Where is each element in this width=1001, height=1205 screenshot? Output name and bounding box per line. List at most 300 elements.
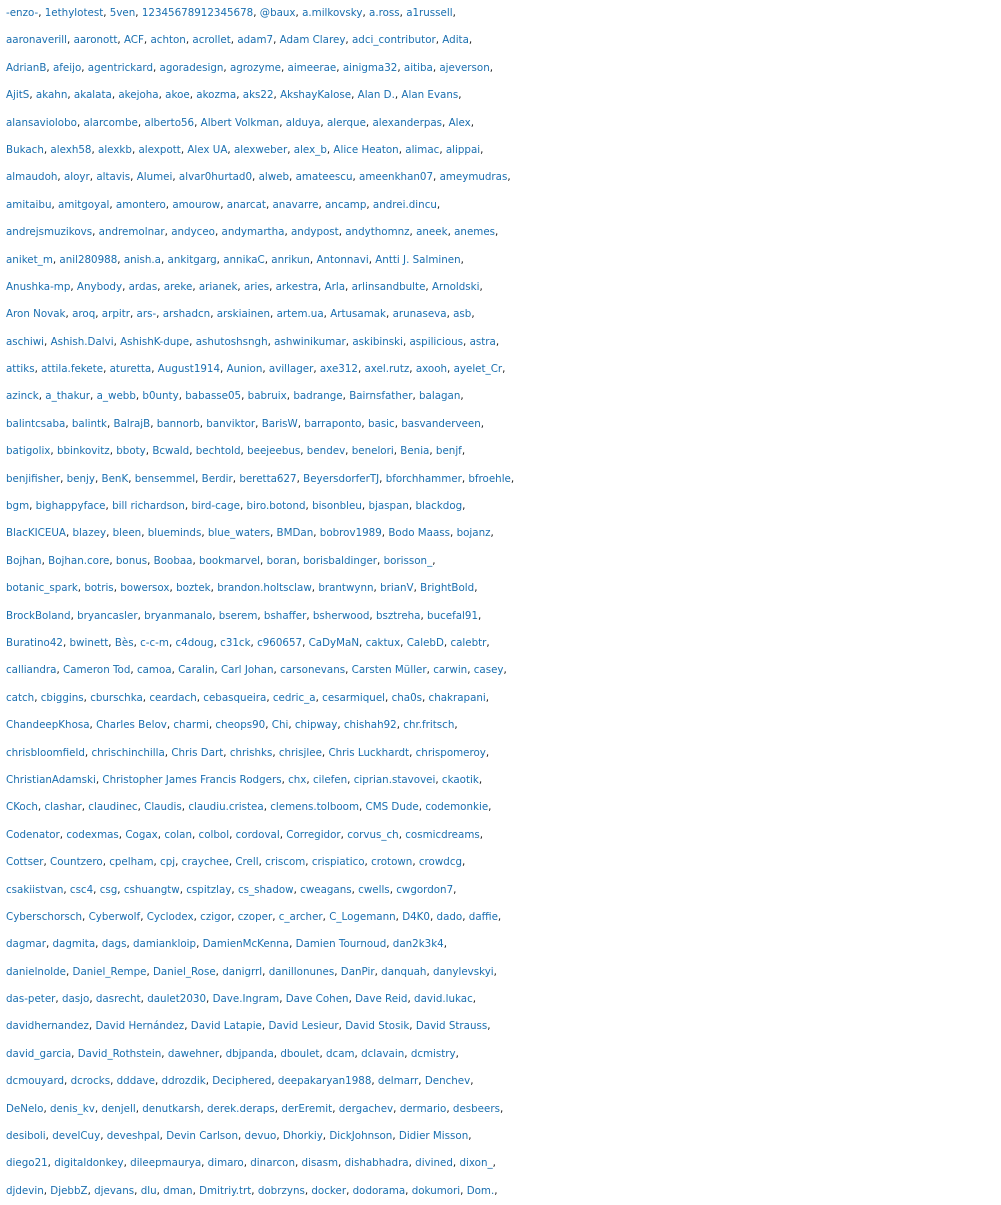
contributor-link[interactable]: dimaro (207, 1157, 244, 1170)
contributor-link[interactable]: dcmistry (410, 1047, 456, 1060)
contributor-link[interactable]: ChandeepKhosa (6, 719, 90, 732)
contributor-link[interactable]: codemonkie (425, 801, 489, 814)
contributor-link[interactable]: brantwynn (318, 582, 374, 595)
contributor-link[interactable]: cordoval (235, 828, 280, 841)
contributor-link[interactable]: David_Rothstein (77, 1047, 162, 1060)
contributor-link[interactable]: disasm (301, 1157, 339, 1170)
contributor-link[interactable]: dcrocks (70, 1075, 111, 1088)
contributor-link[interactable]: bjaspan (368, 500, 409, 513)
contributor-link[interactable]: denjell (101, 1102, 136, 1115)
contributor-link[interactable]: axe312 (319, 363, 358, 376)
contributor-link[interactable]: ameymudras (439, 171, 508, 184)
contributor-link[interactable]: a_thakur (45, 390, 91, 403)
contributor-link[interactable]: Dhorkiy (282, 1130, 323, 1143)
contributor-link[interactable]: alexanderpas (372, 116, 443, 129)
contributor-link[interactable]: boztek (176, 582, 211, 595)
contributor-link[interactable]: Antti J. Salminen (375, 253, 461, 266)
contributor-link[interactable]: axooh (415, 363, 448, 376)
contributor-link[interactable]: dlu (140, 1184, 157, 1197)
contributor-link[interactable]: carwin (433, 664, 468, 677)
contributor-link[interactable]: Bodo Maass (388, 527, 451, 540)
contributor-link[interactable]: a1russell (406, 7, 453, 19)
contributor-link[interactable]: Arla (324, 280, 346, 293)
contributor-link[interactable]: develCuy (52, 1130, 101, 1143)
contributor-link[interactable]: alweb (258, 171, 290, 184)
contributor-link[interactable]: arshadcn (162, 308, 211, 321)
contributor-link[interactable]: csakiistvan (6, 883, 64, 896)
contributor-link[interactable]: Alex UA (187, 143, 228, 156)
contributor-link[interactable]: bendev (306, 445, 346, 458)
contributor-link[interactable]: dawehner (167, 1047, 220, 1060)
contributor-link[interactable]: Anybody (76, 280, 123, 293)
contributor-link[interactable]: benjy (66, 472, 95, 485)
contributor-link[interactable]: Cyberschorsch (6, 910, 83, 923)
contributor-link[interactable]: c31ck (220, 636, 251, 649)
contributor-link[interactable]: Alex (448, 116, 471, 129)
contributor-link[interactable]: ainigma32 (342, 61, 398, 74)
contributor-link[interactable]: david.lukac (414, 993, 473, 1006)
contributor-link[interactable]: Bairnsfather (349, 390, 413, 403)
contributor-link[interactable]: August1914 (157, 363, 221, 376)
contributor-link[interactable]: chishah92 (343, 719, 397, 732)
contributor-link[interactable]: ddrozdik (161, 1075, 206, 1088)
contributor-link[interactable]: AkshayKalose (280, 89, 352, 102)
contributor-link[interactable]: alerque (326, 116, 366, 129)
contributor-link[interactable]: akejoha (118, 89, 159, 102)
contributor-link[interactable]: C_Logemann (329, 910, 396, 923)
contributor-link[interactable]: danielnolde (6, 965, 66, 978)
contributor-link[interactable]: beretta627 (239, 472, 297, 485)
contributor-link[interactable]: cburschka (90, 691, 143, 704)
contributor-link[interactable]: cebasqueira (203, 691, 267, 704)
contributor-link[interactable]: dado (436, 910, 463, 923)
contributor-link[interactable]: Dave.Ingram (212, 993, 280, 1006)
contributor-link[interactable]: Didier Misson (398, 1130, 469, 1143)
contributor-link[interactable]: ars- (136, 308, 157, 321)
contributor-link[interactable]: czoper (237, 910, 273, 923)
contributor-link[interactable]: 1ethylotest (44, 7, 104, 19)
contributor-link[interactable]: aks22 (242, 89, 274, 102)
contributor-link[interactable]: BarisW (261, 417, 298, 430)
contributor-link[interactable]: badrange (293, 390, 343, 403)
contributor-link[interactable]: blueminds (147, 527, 202, 540)
contributor-link[interactable]: danigrrl (222, 965, 263, 978)
contributor-link[interactable]: balintk (71, 417, 107, 430)
contributor-link[interactable]: dileepmaurya (130, 1157, 202, 1170)
contributor-link[interactable]: andrejsmuzikovs (6, 226, 93, 239)
contributor-link[interactable]: balagan (418, 390, 461, 403)
contributor-link[interactable]: DanPir (340, 965, 375, 978)
contributor-link[interactable]: camoa (136, 664, 172, 677)
contributor-link[interactable]: cs_shadow (237, 883, 294, 896)
contributor-link[interactable]: akoe (165, 89, 190, 102)
contributor-link[interactable]: DickJohnson (329, 1130, 393, 1143)
contributor-link[interactable]: cshuangtw (123, 883, 180, 896)
contributor-link[interactable]: babasse05 (185, 390, 242, 403)
contributor-link[interactable]: caktux (365, 636, 401, 649)
contributor-link[interactable]: Dave Reid (355, 993, 408, 1006)
contributor-link[interactable]: claudinec (88, 801, 138, 814)
contributor-link[interactable]: Cyclodex (146, 910, 194, 923)
contributor-link[interactable]: arpitr (101, 308, 130, 321)
contributor-link[interactable]: Crell (235, 856, 259, 869)
contributor-link[interactable]: anrikun (271, 253, 310, 266)
contributor-link[interactable]: Caralin (178, 664, 215, 677)
contributor-link[interactable]: dodorama (352, 1184, 406, 1197)
contributor-link[interactable]: Bès (114, 636, 134, 649)
contributor-link[interactable]: bisonbleu (312, 500, 362, 513)
contributor-link[interactable]: David Strauss (415, 1020, 488, 1033)
contributor-link[interactable]: dddave (116, 1075, 155, 1088)
contributor-link[interactable]: dags (101, 938, 127, 951)
contributor-link[interactable]: Chris Luckhardt (328, 746, 410, 759)
contributor-link[interactable]: daffie (468, 910, 498, 923)
contributor-link[interactable]: alex_b (293, 143, 327, 156)
contributor-link[interactable]: andyceo (171, 226, 215, 239)
contributor-link[interactable]: amontero (115, 198, 166, 211)
contributor-link[interactable]: DamienMcKenna (202, 938, 290, 951)
contributor-link[interactable]: colan (164, 828, 192, 841)
contributor-link[interactable]: dboulet (280, 1047, 320, 1060)
contributor-link[interactable]: Bojhan.core (48, 554, 110, 567)
contributor-link[interactable]: ayelet_Cr (453, 363, 503, 376)
contributor-link[interactable]: Corregidor (286, 828, 341, 841)
contributor-link[interactable]: AshishK-dupe (120, 335, 190, 348)
contributor-link[interactable]: dcam (326, 1047, 355, 1060)
contributor-link[interactable]: Deciphered (212, 1075, 272, 1088)
contributor-link[interactable]: damiankloip (132, 938, 197, 951)
contributor-link[interactable]: Daniel_Rose (153, 965, 216, 978)
contributor-link[interactable]: ciprian.stavovei (353, 773, 436, 786)
contributor-link[interactable]: bgm (6, 500, 30, 513)
contributor-link[interactable]: BlacKICEUA (6, 527, 66, 540)
contributor-link[interactable]: akozma (196, 89, 237, 102)
contributor-link[interactable]: artem.ua (276, 308, 324, 321)
contributor-link[interactable]: alippai (445, 143, 481, 156)
contributor-link[interactable]: agoradesign (159, 61, 224, 74)
contributor-link[interactable]: areke (163, 280, 193, 293)
contributor-link[interactable]: codexmas (66, 828, 119, 841)
contributor-link[interactable]: Devin Carlson (166, 1130, 238, 1143)
contributor-link[interactable]: akahn (35, 89, 68, 102)
contributor-link[interactable]: 12345678912345678 (141, 7, 254, 19)
contributor-link[interactable]: ceardach (149, 691, 197, 704)
contributor-link[interactable]: danylevskyi (433, 965, 494, 978)
contributor-link[interactable]: blackdog (415, 500, 463, 513)
contributor-link[interactable]: bucefal91 (427, 609, 479, 622)
contributor-link[interactable]: ameenkhan07 (359, 171, 434, 184)
contributor-link[interactable]: arskiainen (216, 308, 271, 321)
contributor-link[interactable]: Anushka-mp (6, 280, 71, 293)
contributor-link[interactable]: corvus_ch (347, 828, 399, 841)
contributor-link[interactable]: Boobaa (153, 554, 193, 567)
contributor-link[interactable]: deepakaryan1988 (277, 1075, 372, 1088)
contributor-link[interactable]: colbol (198, 828, 230, 841)
contributor-link[interactable]: Damien Tournoud (295, 938, 387, 951)
contributor-link[interactable]: Claudis (144, 801, 182, 814)
contributor-link[interactable]: balintcsaba (6, 417, 66, 430)
contributor-link[interactable]: DeNelo (6, 1102, 44, 1115)
contributor-link[interactable]: adci_contributor (351, 34, 436, 47)
contributor-link[interactable]: bannorb (156, 417, 200, 430)
contributor-link[interactable]: dishabhadra (344, 1157, 409, 1170)
contributor-link[interactable]: aitiba (403, 61, 433, 74)
contributor-link[interactable]: askibinski (352, 335, 403, 348)
contributor-link[interactable]: aspilicious (409, 335, 464, 348)
contributor-link[interactable]: Artusamak (330, 308, 387, 321)
contributor-link[interactable]: BrightBold (420, 582, 475, 595)
contributor-link[interactable]: AdrianB (6, 61, 47, 74)
contributor-link[interactable]: azinck (6, 390, 39, 403)
contributor-link[interactable]: danquah (381, 965, 427, 978)
contributor-link[interactable]: cpelham (109, 856, 154, 869)
contributor-link[interactable]: divined (415, 1157, 453, 1170)
contributor-link[interactable]: arlinsandbulte (351, 280, 426, 293)
contributor-link[interactable]: dokumori (411, 1184, 461, 1197)
contributor-link[interactable]: catch (6, 691, 35, 704)
contributor-link[interactable]: aniket_m (6, 253, 53, 266)
contributor-link[interactable]: andymartha (221, 226, 285, 239)
contributor-link[interactable]: Ashish.Dalvi (50, 335, 114, 348)
contributor-link[interactable]: diego21 (6, 1157, 48, 1170)
contributor-link[interactable]: ajeverson (439, 61, 490, 74)
contributor-link[interactable]: dan2k3k4 (392, 938, 444, 951)
contributor-link[interactable]: denutkarsh (142, 1102, 201, 1115)
contributor-link[interactable]: Codenator (6, 828, 60, 841)
contributor-link[interactable]: aneek (416, 226, 448, 239)
contributor-link[interactable]: brianV (380, 582, 414, 595)
contributor-link[interactable]: arianek (198, 280, 238, 293)
contributor-link[interactable]: afeijo (52, 61, 82, 74)
contributor-link[interactable]: basic (367, 417, 395, 430)
contributor-link[interactable]: adam7 (237, 34, 274, 47)
contributor-link[interactable]: bsherwood (312, 609, 370, 622)
contributor-link[interactable]: chrisbloomfield (6, 746, 85, 759)
contributor-link[interactable]: c960657 (257, 636, 303, 649)
contributor-link[interactable]: Chi (271, 719, 289, 732)
contributor-link[interactable]: cspitzlay (186, 883, 232, 896)
contributor-link[interactable]: csc4 (69, 883, 94, 896)
contributor-link[interactable]: andrei.dincu (372, 198, 437, 211)
contributor-link[interactable]: alduya (285, 116, 321, 129)
contributor-link[interactable]: dasjo (61, 993, 90, 1006)
contributor-link[interactable]: bbinkovitz (56, 445, 110, 458)
contributor-link[interactable]: arunaseva (392, 308, 447, 321)
contributor-link[interactable]: borisson_ (383, 554, 433, 567)
contributor-link[interactable]: craychee (181, 856, 229, 869)
contributor-link[interactable]: Chris Dart (171, 746, 224, 759)
contributor-link[interactable]: achton (150, 34, 186, 47)
contributor-link[interactable]: chrishks (229, 746, 273, 759)
contributor-link[interactable]: cpj (160, 856, 176, 869)
contributor-link[interactable]: bill richardson (112, 500, 185, 513)
contributor-link[interactable]: anemes (454, 226, 496, 239)
contributor-link[interactable]: aimeerae (287, 61, 337, 74)
contributor-link[interactable]: aroq (72, 308, 96, 321)
contributor-link[interactable]: bighappyface (35, 500, 106, 513)
contributor-link[interactable]: aaronaverill (6, 34, 68, 47)
contributor-link[interactable]: calliandra (6, 664, 57, 677)
contributor-link[interactable]: chakrapani (428, 691, 486, 704)
contributor-link[interactable]: asb (453, 308, 472, 321)
contributor-link[interactable]: CMS Dude (365, 801, 419, 814)
contributor-link[interactable]: cwells (358, 883, 390, 896)
contributor-link[interactable]: alansaviolobo (6, 116, 77, 129)
contributor-link[interactable]: borisbaldinger (303, 554, 378, 567)
contributor-link[interactable]: cheops90 (215, 719, 266, 732)
contributor-link[interactable]: alarcombe (83, 116, 138, 129)
contributor-link[interactable]: CKoch (6, 801, 38, 814)
contributor-link[interactable]: czigor (200, 910, 232, 923)
contributor-link[interactable]: alexkb (98, 143, 132, 156)
contributor-link[interactable]: Antonnavi (316, 253, 369, 266)
contributor-link[interactable]: alimac (405, 143, 440, 156)
contributor-link[interactable]: Alan D. (357, 89, 395, 102)
contributor-link[interactable]: bryanmanalo (144, 609, 213, 622)
contributor-link[interactable]: dcmouyard (6, 1075, 65, 1088)
contributor-link[interactable]: Carsten Müller (351, 664, 427, 677)
contributor-link[interactable]: -enzo- (6, 7, 39, 19)
contributor-link[interactable]: 5ven (109, 7, 136, 19)
contributor-link[interactable]: anarcat (226, 198, 266, 211)
contributor-link[interactable]: aschiwi (6, 335, 45, 348)
contributor-link[interactable]: Daniel_Rempe (72, 965, 147, 978)
contributor-link[interactable]: attiks (6, 363, 35, 376)
contributor-link[interactable]: Dmitriy.trt (199, 1184, 252, 1197)
contributor-link[interactable]: brandon.holtsclaw (217, 582, 312, 595)
contributor-link[interactable]: attila.fekete (41, 363, 104, 376)
contributor-link[interactable]: benjf (435, 445, 462, 458)
contributor-link[interactable]: dasrecht (95, 993, 141, 1006)
contributor-link[interactable]: Alumei (136, 171, 173, 184)
contributor-link[interactable]: bird-cage (191, 500, 240, 513)
contributor-link[interactable]: devuo (244, 1130, 277, 1143)
contributor-link[interactable]: David Hernández (95, 1020, 185, 1033)
contributor-link[interactable]: crowdcg (418, 856, 463, 869)
contributor-link[interactable]: amateescu (295, 171, 353, 184)
contributor-link[interactable]: ancamp (325, 198, 367, 211)
contributor-link[interactable]: Countzero (50, 856, 103, 869)
contributor-link[interactable]: andypost (290, 226, 339, 239)
contributor-link[interactable]: alvar0hurtad0 (178, 171, 253, 184)
contributor-link[interactable]: dergachev (338, 1102, 394, 1115)
contributor-link[interactable]: agrozyme (229, 61, 281, 74)
contributor-link[interactable]: dagmita (52, 938, 96, 951)
contributor-link[interactable]: benelori (351, 445, 394, 458)
contributor-link[interactable]: denis_kv (50, 1102, 95, 1115)
contributor-link[interactable]: ashwinikumar (274, 335, 346, 348)
contributor-link[interactable]: chrisjlee (278, 746, 322, 759)
contributor-link[interactable]: astra (469, 335, 496, 348)
contributor-link[interactable]: Buratino42 (6, 636, 63, 649)
contributor-link[interactable]: crotown (371, 856, 413, 869)
contributor-link[interactable]: anavarre (272, 198, 319, 211)
contributor-link[interactable]: dixon_ (459, 1157, 493, 1170)
contributor-link[interactable]: Adam Clarey (279, 34, 346, 47)
contributor-link[interactable]: D4K0 (402, 910, 430, 923)
contributor-link[interactable]: aturetta (109, 363, 152, 376)
contributor-link[interactable]: Dom. (466, 1184, 495, 1197)
contributor-link[interactable]: Carl Johan (220, 664, 274, 677)
contributor-link[interactable]: Arnoldski (431, 280, 480, 293)
contributor-link[interactable]: ankitgarg (167, 253, 217, 266)
contributor-link[interactable]: BeyersdorferTJ (303, 472, 380, 485)
contributor-link[interactable]: amitgoyal (58, 198, 110, 211)
contributor-link[interactable]: BenK (101, 472, 129, 485)
contributor-link[interactable]: Charles Belov (96, 719, 167, 732)
contributor-link[interactable]: desiboli (6, 1130, 46, 1143)
contributor-link[interactable]: ChristianAdamski (6, 773, 96, 786)
contributor-link[interactable]: charmi (173, 719, 209, 732)
contributor-link[interactable]: Berdir (201, 472, 233, 485)
contributor-link[interactable]: bonus (115, 554, 148, 567)
contributor-link[interactable]: davidhernandez (6, 1020, 89, 1033)
contributor-link[interactable]: amitaibu (6, 198, 52, 211)
contributor-link[interactable]: digitaldonkey (54, 1157, 124, 1170)
contributor-link[interactable]: avillager (268, 363, 314, 376)
contributor-link[interactable]: dbjpanda (225, 1047, 274, 1060)
contributor-link[interactable]: David Stosik (345, 1020, 410, 1033)
contributor-link[interactable]: chrispomeroy (415, 746, 486, 759)
contributor-link[interactable]: botanic_spark (6, 582, 78, 595)
contributor-link[interactable]: djdevin (6, 1184, 44, 1197)
contributor-link[interactable]: chr.fritsch (403, 719, 455, 732)
contributor-link[interactable]: almaudoh (6, 171, 58, 184)
contributor-link[interactable]: chx (288, 773, 307, 786)
contributor-link[interactable]: dman (163, 1184, 193, 1197)
contributor-link[interactable]: cbiggins (40, 691, 84, 704)
contributor-link[interactable]: aries (243, 280, 270, 293)
contributor-link[interactable]: cosmicdreams (405, 828, 480, 841)
contributor-link[interactable]: bechtold (195, 445, 241, 458)
contributor-link[interactable]: bserem (218, 609, 258, 622)
contributor-link[interactable]: claudiu.cristea (188, 801, 264, 814)
contributor-link[interactable]: dinarcon (250, 1157, 295, 1170)
contributor-link[interactable]: Denchev (424, 1075, 471, 1088)
contributor-link[interactable]: cha0s (391, 691, 422, 704)
contributor-link[interactable]: Dave Cohen (285, 993, 349, 1006)
contributor-link[interactable]: Aron Novak (6, 308, 66, 321)
contributor-link[interactable]: ashutoshsngh (195, 335, 268, 348)
contributor-link[interactable]: deveshpal (106, 1130, 160, 1143)
contributor-link[interactable]: a_webb (96, 390, 136, 403)
contributor-link[interactable]: AjitS (6, 89, 30, 102)
contributor-link[interactable]: boran (266, 554, 297, 567)
contributor-link[interactable]: Aunion (226, 363, 263, 376)
contributor-link[interactable]: cweagans (300, 883, 352, 896)
contributor-link[interactable]: axel.rutz (364, 363, 410, 376)
contributor-link[interactable]: alexh58 (50, 143, 92, 156)
contributor-link[interactable]: dclavain (361, 1047, 405, 1060)
contributor-link[interactable]: barraponto (304, 417, 362, 430)
contributor-link[interactable]: ckaotik (441, 773, 479, 786)
contributor-link[interactable]: dagmar (6, 938, 46, 951)
contributor-link[interactable]: blue_waters (207, 527, 270, 540)
contributor-link[interactable]: Albert Volkman (200, 116, 280, 129)
contributor-link[interactable]: clemens.tolboom (270, 801, 359, 814)
contributor-link[interactable]: Adita (442, 34, 469, 47)
contributor-link[interactable]: @baux (259, 7, 296, 19)
contributor-link[interactable]: blazey (72, 527, 107, 540)
contributor-link[interactable]: Cottser (6, 856, 44, 869)
contributor-link[interactable]: akalata (73, 89, 112, 102)
contributor-link[interactable]: BalrajB (113, 417, 151, 430)
contributor-link[interactable]: anish.a (123, 253, 161, 266)
contributor-link[interactable]: bryancasler (77, 609, 138, 622)
contributor-link[interactable]: banviktor (206, 417, 256, 430)
contributor-link[interactable]: Bojhan (6, 554, 42, 567)
contributor-link[interactable]: criscom (265, 856, 306, 869)
